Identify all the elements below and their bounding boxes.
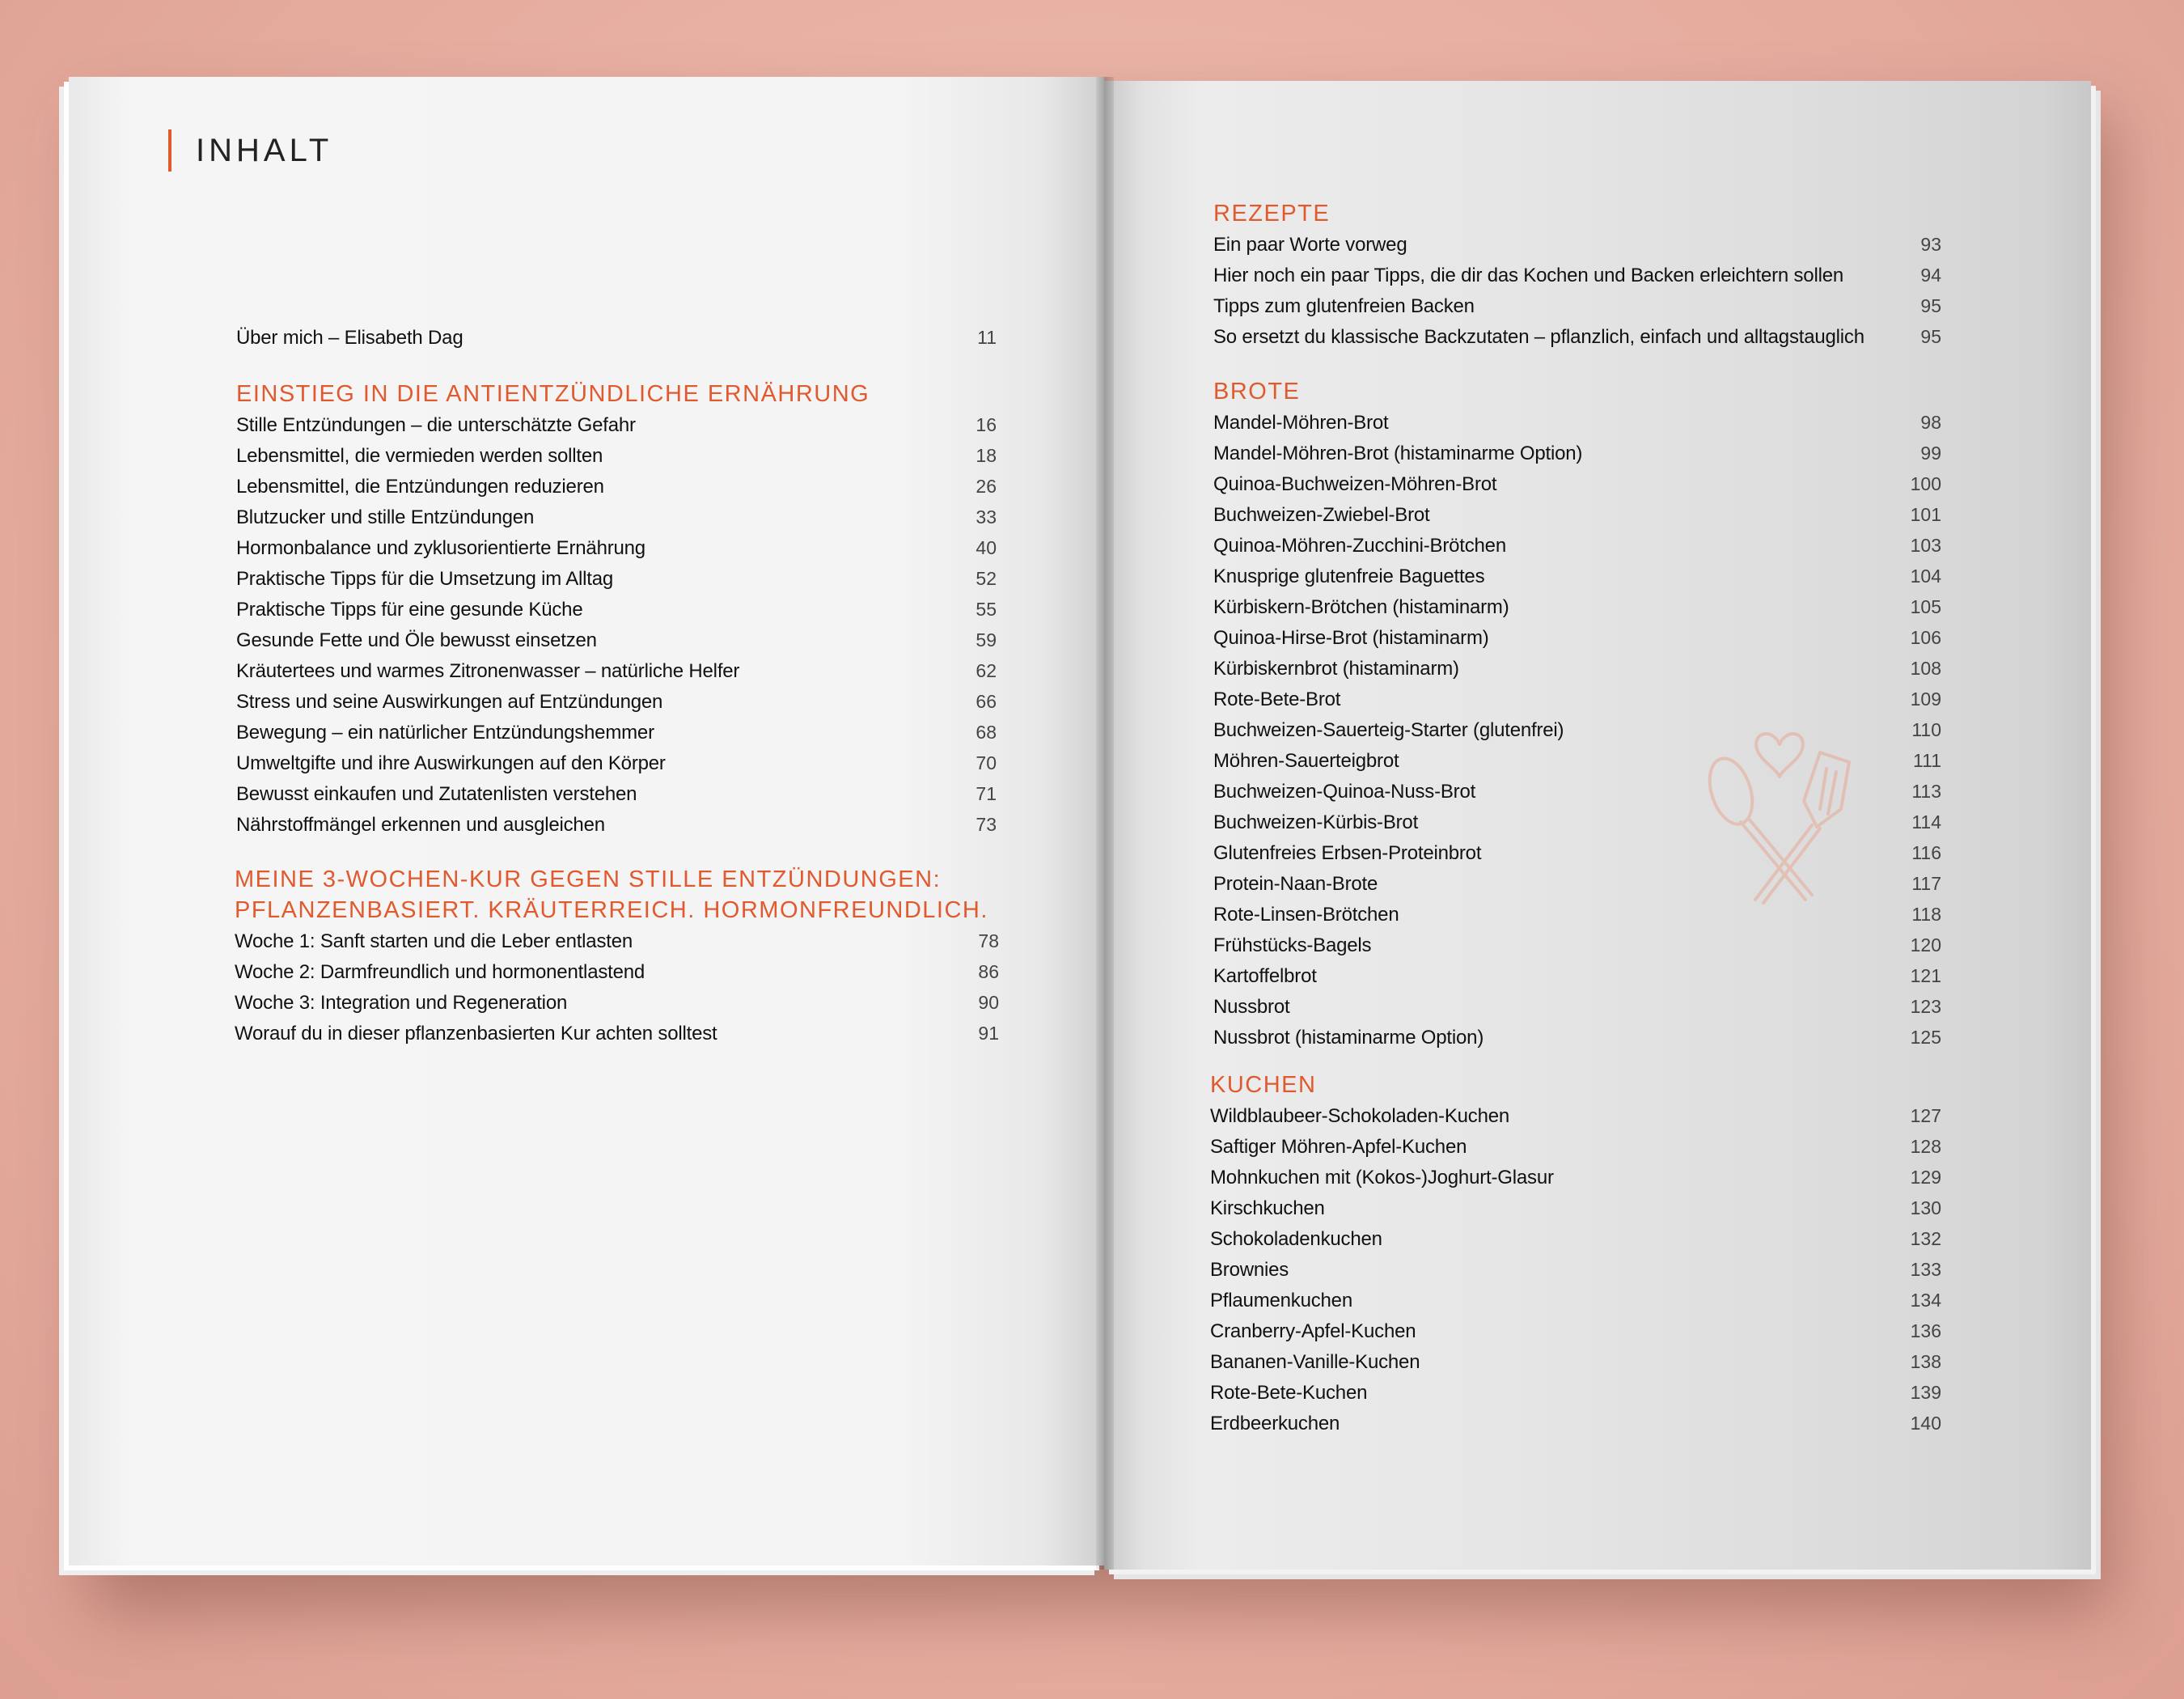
toc-entry: [236, 625, 997, 655]
toc-entry: [1210, 1346, 1941, 1377]
toc-entry-label: Lebensmittel, die vermieden werden sollten: [236, 445, 603, 467]
toc-entry-page: 111: [1913, 750, 1941, 771]
toc-entry: [236, 809, 997, 840]
toc-entry: [235, 1018, 999, 1049]
toc-entry-page: 18: [976, 445, 997, 466]
section-heading-line2: PFLANZENBASIERT. KRÄUTERREICH. HORMONFREUNDLICH.: [235, 897, 988, 923]
toc-entry-page: 106: [1910, 627, 1941, 648]
toc-entry-page: 109: [1910, 688, 1941, 710]
toc-entry: [1210, 1131, 1941, 1162]
toc-entry-page: 93: [1920, 234, 1941, 255]
toc-section-kur: [235, 864, 999, 1049]
toc-entry-page: 68: [976, 722, 997, 743]
toc-entry-label: Brownies: [1210, 1259, 1289, 1281]
toc-entry-label: Praktische Tipps für eine gesunde Küche: [236, 599, 583, 621]
toc-entry-label: Hormonbalance und zyklusorientierte Ernährung: [236, 537, 645, 559]
toc-entry-page: 130: [1910, 1197, 1941, 1218]
toc-entry: [236, 563, 997, 594]
toc-entry-page: 99: [1920, 443, 1941, 464]
toc-entry-label: Glutenfreies Erbsen-Proteinbrot: [1213, 842, 1482, 864]
toc-entry: [236, 778, 997, 809]
toc-entry: [236, 594, 997, 625]
toc-entry-label: Wildblaubeer-Schokoladen-Kuchen: [1210, 1105, 1510, 1127]
toc-entry-label: Umweltgifte und ihre Auswirkungen auf den Körper: [236, 752, 666, 774]
toc-entry-label: So ersetzt du klassische Backzutaten – pflanzlich, einfach und alltagstauglich: [1213, 326, 1864, 348]
section-heading: BROTE: [1213, 379, 1301, 405]
toc-entry-label: Quinoa-Hirse-Brot (histaminarm): [1213, 627, 1489, 649]
toc-entry-page: 103: [1910, 535, 1941, 556]
toc-entry: [1213, 960, 1941, 991]
toc-entry: [1213, 321, 1941, 352]
toc-entry: [1213, 468, 1941, 499]
toc-entry-page: 132: [1910, 1228, 1941, 1249]
toc-entry: [1210, 1377, 1941, 1408]
toc-entry: [1213, 684, 1941, 714]
toc-entry-page: 71: [976, 783, 997, 804]
toc-entry-label: Bewegung – ein natürlicher Entzündungshemmer: [236, 722, 654, 744]
toc-entry-label: Woche 1: Sanft starten und die Leber entlasten: [235, 930, 633, 952]
toc-entry-label: Ein paar Worte vorweg: [1213, 234, 1407, 256]
toc-entry-label: Cranberry-Apfel-Kuchen: [1210, 1320, 1416, 1342]
toc-entry-label: Quinoa-Buchweizen-Möhren-Brot: [1213, 473, 1497, 495]
toc-entry-page: 120: [1910, 934, 1941, 955]
toc-entry-page: 118: [1911, 904, 1941, 925]
toc-entry-page: 16: [976, 414, 997, 435]
toc-entry-label: Lebensmittel, die Entzündungen reduzieren: [236, 476, 604, 498]
toc-entry-label: Nussbrot: [1213, 996, 1290, 1018]
toc-entry: [236, 471, 997, 502]
toc-entry-label: Tipps zum glutenfreien Backen: [1213, 295, 1475, 317]
toc-entry: [1213, 591, 1941, 622]
toc-entry-label: Gesunde Fette und Öle bewusst einsetzen: [236, 629, 597, 651]
toc-section-einstieg: [236, 379, 997, 840]
toc-entry-page: 70: [976, 752, 997, 773]
toc-entry-label: Knusprige glutenfreie Baguettes: [1213, 566, 1485, 587]
toc-entry: [1213, 438, 1941, 468]
toc-entry-label: Nährstoffmängel erkennen und ausgleichen: [236, 814, 605, 836]
toc-section-kuchen: [1210, 1070, 1941, 1438]
toc-entry-page: 117: [1911, 873, 1941, 894]
toc-entry-page: 98: [1920, 412, 1941, 433]
toc-entry: [1213, 622, 1941, 653]
toc-entry: [236, 409, 997, 440]
toc-entry-label: Mohnkuchen mit (Kokos-)Joghurt-Glasur: [1210, 1167, 1554, 1188]
toc-entry-page: 95: [1920, 295, 1941, 316]
toc-entry: [235, 987, 999, 1018]
section-entries: [1210, 1100, 1941, 1438]
toc-entry: [1210, 1193, 1941, 1223]
toc-entry-label: Kürbiskernbrot (histaminarm): [1213, 658, 1459, 680]
toc-entry-page: 128: [1910, 1136, 1941, 1157]
toc-entry-label: Kräutertees und warmes Zitronenwasser – natürliche Helfer: [236, 660, 740, 682]
section-entries: [1213, 229, 1941, 352]
section-entries: [236, 409, 997, 840]
toc-title-block: [168, 129, 332, 172]
toc-entry: [1210, 1285, 1941, 1316]
toc-entry-label: Pflaumenkuchen: [1210, 1290, 1352, 1311]
toc-entry-page: 136: [1910, 1320, 1941, 1341]
toc-entry-label: Saftiger Möhren-Apfel-Kuchen: [1210, 1136, 1467, 1158]
toc-section-rezepte: [1213, 198, 1941, 352]
toc-entry: [1210, 1254, 1941, 1285]
toc-entry: [236, 322, 997, 353]
page-title: INHALT: [196, 133, 333, 168]
toc-entry-label: Bananen-Vanille-Kuchen: [1210, 1351, 1420, 1373]
toc-entry: [1210, 1100, 1941, 1131]
toc-entry-label: Rote-Bete-Kuchen: [1210, 1382, 1368, 1404]
toc-entry-label: Kartoffelbrot: [1213, 965, 1317, 987]
toc-entry: [1210, 1316, 1941, 1346]
toc-entry-label: Kirschkuchen: [1210, 1197, 1325, 1219]
toc-entry: [1213, 290, 1941, 321]
toc-entry-page: 125: [1910, 1027, 1941, 1048]
toc-entry: [1213, 991, 1941, 1022]
toc-entry-page: 105: [1910, 596, 1941, 617]
toc-entry: [1213, 407, 1941, 438]
toc-entry: [235, 926, 999, 956]
toc-entry-page: 104: [1910, 566, 1941, 587]
toc-left-intro: [236, 322, 997, 353]
toc-entry-page: 116: [1911, 842, 1941, 863]
toc-entry-page: 134: [1910, 1290, 1941, 1311]
toc-entry-page: 100: [1910, 473, 1941, 494]
toc-entry-page: 101: [1910, 504, 1941, 525]
toc-entry: [1213, 530, 1941, 561]
toc-entry: [1213, 1022, 1941, 1053]
toc-entry-label: Rote-Linsen-Brötchen: [1213, 904, 1399, 926]
toc-entry-label: Rote-Bete-Brot: [1213, 688, 1341, 710]
toc-entry-label: Worauf du in dieser pflanzenbasierten Kur achten solltest: [235, 1023, 717, 1044]
toc-entry-page: 123: [1910, 996, 1941, 1017]
toc-entry-label: Nussbrot (histaminarme Option): [1213, 1027, 1484, 1049]
toc-entry-label: Frühstücks-Bagels: [1213, 934, 1372, 956]
toc-entry-page: 108: [1910, 658, 1941, 679]
toc-entry-label: Blutzucker und stille Entzündungen: [236, 506, 535, 528]
section-heading: EINSTIEG IN DIE ANTIENTZÜNDLICHE ERNÄHRUNG: [236, 381, 870, 407]
toc-entry-label: Bewusst einkaufen und Zutatenlisten verstehen: [236, 783, 637, 805]
toc-entry-label: Buchweizen-Quinoa-Nuss-Brot: [1213, 781, 1476, 803]
toc-entry: [1213, 930, 1941, 960]
toc-entry: [1213, 561, 1941, 591]
toc-entry: [236, 532, 997, 563]
toc-entry-label: Möhren-Sauerteigbrot: [1213, 750, 1399, 772]
toc-entry-page: 110: [1911, 719, 1941, 740]
toc-entry-label: Stille Entzündungen – die unterschätzte Gefahr: [236, 414, 636, 436]
toc-entry-page: 59: [976, 629, 997, 650]
section-heading: REZEPTE: [1213, 201, 1331, 227]
toc-entry-page: 62: [976, 660, 997, 681]
toc-entry-label: Woche 2: Darmfreundlich und hormonentlastend: [235, 961, 645, 983]
toc-entry: [236, 440, 997, 471]
toc-entry-label: Buchweizen-Zwiebel-Brot: [1213, 504, 1430, 526]
toc-entry-page: 140: [1910, 1413, 1941, 1434]
toc-entry-page: 121: [1910, 965, 1941, 986]
toc-entry: [1213, 260, 1941, 290]
section-heading-line1: MEINE 3-WOCHEN-KUR GEGEN STILLE ENTZÜNDUNGEN:: [235, 866, 942, 892]
toc-entry-label: Praktische Tipps für die Umsetzung im Alltag: [236, 568, 614, 590]
toc-entry: [236, 655, 997, 686]
toc-entry-label: Hier noch ein paar Tipps, die dir das Kochen und Backen erleichtern sollen: [1213, 265, 1844, 286]
toc-entry-page: 133: [1910, 1259, 1941, 1280]
toc-entry-page: 114: [1911, 811, 1941, 833]
toc-entry-page: 33: [976, 506, 997, 527]
toc-entry: [1210, 1162, 1941, 1193]
toc-section-brote: [1213, 376, 1941, 1053]
toc-entry-page: 86: [978, 961, 999, 982]
toc-entry: [1210, 1223, 1941, 1254]
toc-entry-label: Erdbeerkuchen: [1210, 1413, 1340, 1434]
toc-entry: [1213, 229, 1941, 260]
toc-entry-page: 91: [978, 1023, 999, 1044]
heart-spoon-spatula-icon: [1699, 720, 1869, 906]
toc-entry-page: 138: [1910, 1351, 1941, 1372]
toc-entry: [235, 956, 999, 987]
toc-entry: [236, 686, 997, 717]
toc-entry-label: Kürbiskern-Brötchen (histaminarm): [1213, 596, 1509, 618]
toc-entry: [236, 717, 997, 748]
toc-entry: [1213, 499, 1941, 530]
toc-entry-page: 66: [976, 691, 997, 712]
book-spine: [1096, 77, 1114, 1570]
toc-entry-page: 55: [976, 599, 997, 620]
toc-entry-page: 26: [976, 476, 997, 497]
toc-entry: [236, 748, 997, 778]
section-entries: [235, 926, 999, 1049]
toc-entry-label: Woche 3: Integration und Regeneration: [235, 992, 568, 1014]
toc-entry-page: 129: [1910, 1167, 1941, 1188]
toc-entry-label: Über mich – Elisabeth Dag: [236, 327, 463, 349]
toc-entry-page: 127: [1910, 1105, 1941, 1126]
toc-entry-page: 40: [976, 537, 997, 558]
toc-entry-page: 73: [976, 814, 997, 835]
toc-entry-label: Protein-Naan-Brote: [1213, 873, 1378, 895]
toc-entry-page: 95: [1920, 326, 1941, 347]
toc-entry-page: 11: [977, 327, 997, 348]
toc-entry-label: Stress und seine Auswirkungen auf Entzündungen: [236, 691, 663, 713]
toc-entry-label: Buchweizen-Kürbis-Brot: [1213, 811, 1419, 833]
toc-entry-page: 52: [976, 568, 997, 589]
toc-entry-page: 90: [978, 992, 999, 1013]
section-heading: KUCHEN: [1210, 1072, 1317, 1098]
toc-entry-page: 94: [1920, 265, 1941, 286]
toc-entry-label: Mandel-Möhren-Brot (histaminarme Option): [1213, 443, 1583, 464]
toc-entry-page: 113: [1911, 781, 1941, 802]
toc-entry-page: 139: [1910, 1382, 1941, 1403]
toc-entry-label: Buchweizen-Sauerteig-Starter (glutenfrei): [1213, 719, 1564, 741]
toc-entry-page: 78: [978, 930, 999, 951]
toc-entry-label: Schokoladenkuchen: [1210, 1228, 1382, 1250]
toc-entry: [1213, 653, 1941, 684]
toc-entry-label: Mandel-Möhren-Brot: [1213, 412, 1389, 434]
toc-entry-label: Quinoa-Möhren-Zucchini-Brötchen: [1213, 535, 1506, 557]
toc-entry: [1210, 1408, 1941, 1438]
toc-entry: [236, 502, 997, 532]
